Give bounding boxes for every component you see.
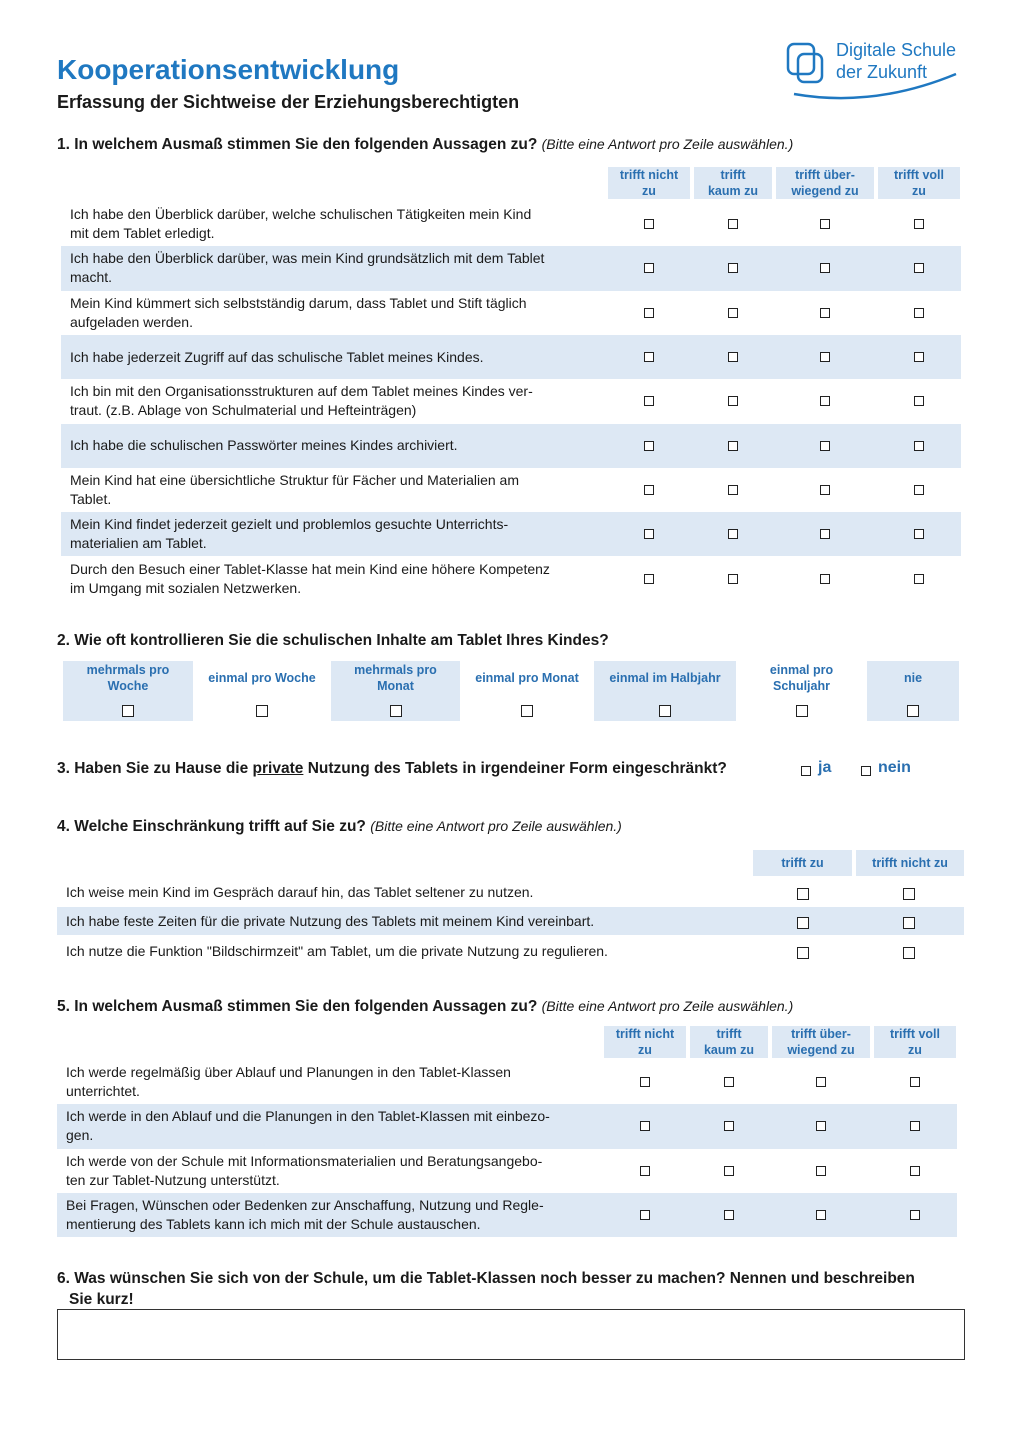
column-header xyxy=(694,167,772,199)
frequency-option-label xyxy=(331,661,460,695)
option-label-line1: mehrmals pro xyxy=(86,663,170,677)
option-label-line2: Monat xyxy=(377,679,414,693)
column-header-line1: trifft voll xyxy=(890,1027,940,1041)
answer-checkbox[interactable] xyxy=(914,263,924,273)
column-header xyxy=(608,167,690,199)
frequency-checkbox[interactable] xyxy=(659,705,671,717)
statement-text xyxy=(70,436,458,455)
statement-line2: gen. xyxy=(66,1127,94,1144)
column-header xyxy=(604,1026,686,1058)
question-1-text: 1. In welchem Ausmaß stimmen Sie den folgenden Aussagen zu? xyxy=(57,136,538,153)
answer-checkbox[interactable] xyxy=(640,1210,650,1220)
answer-checkbox[interactable] xyxy=(820,396,830,406)
statement-text xyxy=(66,1152,542,1190)
column-header-line2: zu xyxy=(908,1043,922,1057)
column-header-line1: trifft nicht xyxy=(615,1027,675,1041)
column-header-line2: wiegend zu xyxy=(787,1043,855,1057)
question-4-text: 4. Welche Einschränkung trifft auf Sie zu? xyxy=(57,818,366,835)
answer-checkbox[interactable] xyxy=(728,529,738,539)
answer-checkbox[interactable] xyxy=(644,396,654,406)
statement-text xyxy=(66,1196,544,1234)
column-header-line2: zu xyxy=(638,1043,652,1057)
statement-line2: mit dem Tablet erledigt. xyxy=(70,225,215,242)
statement-row xyxy=(70,246,600,290)
statement-line2: aufgeladen werden. xyxy=(70,313,193,330)
answer-checkbox[interactable] xyxy=(816,1077,826,1087)
checkbox-trifft-nicht-zu[interactable] xyxy=(903,947,915,959)
column-header-line1: trifft über- xyxy=(791,1027,851,1041)
statement-line2: Tablet. xyxy=(70,490,112,507)
statement-line2: ten zur Tablet-Nutzung unterstützt. xyxy=(66,1171,280,1188)
column-header-line1: trifft nicht xyxy=(619,168,679,182)
frequency-option-label xyxy=(464,661,590,695)
statement-line1: Ich habe die schulischen Passwörter meines Kindes archiviert. xyxy=(70,437,458,454)
column-header-line2: kaum zu xyxy=(703,1043,754,1057)
question-4 xyxy=(57,818,622,836)
column-header-trifft-nicht-zu: trifft nicht zu xyxy=(856,850,964,876)
answer-checkbox[interactable] xyxy=(644,219,654,229)
answer-checkbox[interactable] xyxy=(914,574,924,584)
option-ja-label: ja xyxy=(818,759,832,776)
column-header xyxy=(690,1026,768,1058)
statement-row xyxy=(66,1104,596,1148)
column-header-line1: trifft über- xyxy=(795,168,855,182)
answer-checkbox[interactable] xyxy=(644,485,654,495)
statement-line1: Ich bin mit den Organisationsstrukturen auf dem Tablet meines Kindes ver- xyxy=(70,383,533,400)
answer-checkbox[interactable] xyxy=(820,352,830,362)
column-header xyxy=(776,167,874,199)
frequency-checkbox[interactable] xyxy=(521,705,533,717)
statement-row xyxy=(70,424,600,468)
answer-checkbox[interactable] xyxy=(914,485,924,495)
question-2: 2. Wie oft kontrollieren Sie die schulischen Inhalte am Tablet Ihres Kindes? xyxy=(57,632,609,649)
restriction-statement: Ich habe feste Zeiten für die private Nutzung des Tablets mit meinem Kind vereinbart. xyxy=(66,912,595,929)
column-header-line1: trifft xyxy=(716,1027,742,1041)
answer-checkbox[interactable] xyxy=(724,1166,734,1176)
statement-text xyxy=(70,560,550,598)
answer-checkbox[interactable] xyxy=(820,574,830,584)
statement-text xyxy=(66,1107,550,1145)
checkbox-trifft-nicht-zu[interactable] xyxy=(903,917,915,929)
frequency-option-label xyxy=(197,661,327,695)
answer-textbox[interactable] xyxy=(57,1309,965,1360)
question-5-text: 5. In welchem Ausmaß stimmen Sie den folgenden Aussagen zu? xyxy=(57,998,538,1015)
statement-text xyxy=(70,294,527,332)
answer-checkbox[interactable] xyxy=(644,529,654,539)
answer-checkbox[interactable] xyxy=(914,352,924,362)
answer-checkbox[interactable] xyxy=(644,574,654,584)
statement-text xyxy=(70,205,531,243)
page-title: Kooperationsentwicklung xyxy=(57,54,400,85)
frequency-checkbox[interactable] xyxy=(256,705,268,717)
answer-checkbox[interactable] xyxy=(728,308,738,318)
checkbox-trifft-zu[interactable] xyxy=(797,917,809,929)
frequency-checkbox[interactable] xyxy=(907,705,919,717)
answer-checkbox[interactable] xyxy=(820,219,830,229)
statement-line1: Ich habe den Überblick darüber, was mein Kind grundsätzlich mit dem Tablet xyxy=(70,250,545,267)
statement-line1: Durch den Besuch einer Tablet-Klasse hat mein Kind eine höhere Kompetenz xyxy=(70,560,550,577)
frequency-option-label xyxy=(740,661,863,695)
frequency-option-label xyxy=(63,661,193,695)
checkbox-ja[interactable] xyxy=(801,766,811,776)
frequency-checkbox[interactable] xyxy=(122,705,134,717)
answer-checkbox[interactable] xyxy=(728,574,738,584)
answer-checkbox[interactable] xyxy=(820,441,830,451)
answer-checkbox[interactable] xyxy=(914,219,924,229)
answer-checkbox[interactable] xyxy=(816,1210,826,1220)
statement-row xyxy=(70,291,600,335)
school-logo xyxy=(784,38,964,106)
statement-text xyxy=(70,382,533,420)
frequency-option-label xyxy=(594,661,736,695)
answer-checkbox[interactable] xyxy=(910,1166,920,1176)
frequency-option-label xyxy=(867,661,959,695)
statement-row xyxy=(70,512,600,556)
question-6-line1: 6. Was wünschen Sie sich von der Schule, um die Tablet-Klassen noch besser zu machen? Nennen und beschreiben xyxy=(57,1270,915,1287)
question-4-hint: (Bitte eine Antwort pro Zeile auswählen.) xyxy=(370,818,622,834)
page-subtitle: Erfassung der Sichtweise der Erziehungsberechtigten xyxy=(57,92,520,112)
statement-text xyxy=(70,249,544,287)
statement-text xyxy=(66,1063,511,1101)
answer-checkbox[interactable] xyxy=(728,263,738,273)
answer-checkbox[interactable] xyxy=(644,441,654,451)
frequency-checkbox[interactable] xyxy=(390,705,402,717)
option-label-line1: einmal im Halbjahr xyxy=(609,671,721,685)
answer-checkbox[interactable] xyxy=(820,263,830,273)
checkbox-trifft-nicht-zu[interactable] xyxy=(903,888,915,900)
statement-row xyxy=(70,335,600,379)
statement-line2: mentierung des Tablets kann ich mich mit der Schule austauschen. xyxy=(66,1216,481,1233)
statement-line1: Ich habe den Überblick darüber, welche schulischen Tätigkeiten mein Kind xyxy=(70,206,532,223)
question-6-line2: Sie kurz! xyxy=(69,1291,134,1308)
statement-line2: traut. (z.B. Ablage von Schulmaterial und Hefteinträgen) xyxy=(70,402,417,419)
question-5-hint: (Bitte eine Antwort pro Zeile auswählen.) xyxy=(541,998,794,1014)
column-header-line2: zu xyxy=(912,184,926,198)
column-header xyxy=(878,167,960,199)
answer-checkbox[interactable] xyxy=(728,485,738,495)
checkbox-trifft-zu[interactable] xyxy=(797,947,809,959)
option-label-line2: Schuljahr xyxy=(773,679,830,693)
statement-line1: Ich werde in den Ablauf und die Planungen in den Tablet-Klassen mit einbezo- xyxy=(66,1108,550,1125)
answer-checkbox[interactable] xyxy=(644,352,654,362)
column-header xyxy=(772,1026,870,1058)
column-header-line2: wiegend zu xyxy=(791,184,859,198)
question-5 xyxy=(57,998,793,1016)
statement-row xyxy=(70,556,600,600)
answer-checkbox[interactable] xyxy=(910,1210,920,1220)
answer-checkbox[interactable] xyxy=(728,396,738,406)
statement-line2: macht. xyxy=(70,269,113,286)
answer-checkbox[interactable] xyxy=(728,441,738,451)
column-header-line2: kaum zu xyxy=(707,184,758,198)
statement-line1: Mein Kind hat eine übersichtliche Struktur für Fächer und Materialien am xyxy=(70,471,519,488)
option-label-line1: einmal pro Woche xyxy=(208,671,316,685)
answer-checkbox[interactable] xyxy=(640,1077,650,1087)
answer-checkbox[interactable] xyxy=(816,1166,826,1176)
statement-text xyxy=(70,348,484,367)
logo-text-line1: Digitale Schule xyxy=(836,40,957,60)
statement-text xyxy=(70,471,519,509)
statement-line2: im Umgang mit sozialen Netzwerken. xyxy=(70,579,302,596)
column-header-trifft-zu: trifft zu xyxy=(753,850,852,876)
answer-checkbox[interactable] xyxy=(644,308,654,318)
frequency-checkbox[interactable] xyxy=(796,705,808,717)
column-header-line1: trifft xyxy=(720,168,746,182)
answer-checkbox[interactable] xyxy=(640,1166,650,1176)
answer-checkbox[interactable] xyxy=(914,396,924,406)
answer-checkbox[interactable] xyxy=(910,1077,920,1087)
answer-checkbox[interactable] xyxy=(816,1121,826,1131)
option-label-line1: einmal pro Monat xyxy=(475,671,579,685)
checkbox-nein[interactable] xyxy=(861,766,871,776)
statement-row xyxy=(70,202,600,246)
column-header-line1: trifft voll xyxy=(894,168,944,182)
option-label-line1: mehrmals pro xyxy=(354,663,437,677)
answer-checkbox[interactable] xyxy=(914,529,924,539)
question-1 xyxy=(57,136,793,154)
answer-checkbox[interactable] xyxy=(724,1210,734,1220)
statement-line2: unterrichtet. xyxy=(66,1083,140,1100)
statement-line1: Ich werde von der Schule mit Informationsmaterialien und Beratungsangebo- xyxy=(66,1152,543,1169)
statement-text xyxy=(70,515,508,553)
answer-checkbox[interactable] xyxy=(820,308,830,318)
statement-row xyxy=(66,1193,596,1237)
option-label-line1: einmal pro xyxy=(769,663,834,677)
answer-checkbox[interactable] xyxy=(640,1121,650,1131)
answer-checkbox[interactable] xyxy=(914,308,924,318)
statement-row xyxy=(70,379,600,423)
option-nein-label: nein xyxy=(878,759,911,776)
logo-text-line2: der Zukunft xyxy=(836,62,928,82)
column-header-line2: zu xyxy=(642,184,656,198)
statement-line1: Bei Fragen, Wünschen oder Bedenken zur Anschaffung, Nutzung und Regle- xyxy=(66,1197,544,1214)
question-3-underlined: private xyxy=(252,760,304,777)
question-1-hint: (Bitte eine Antwort pro Zeile auswählen.) xyxy=(541,136,794,152)
answer-checkbox[interactable] xyxy=(820,485,830,495)
answer-checkbox[interactable] xyxy=(644,263,654,273)
answer-checkbox[interactable] xyxy=(820,529,830,539)
answer-checkbox[interactable] xyxy=(914,441,924,451)
question-3 xyxy=(57,760,727,778)
checkbox-trifft-zu[interactable] xyxy=(797,888,809,900)
answer-checkbox[interactable] xyxy=(728,219,738,229)
statement-line1: Ich werde regelmäßig über Ablauf und Planungen in den Tablet-Klassen xyxy=(66,1064,511,1081)
answer-checkbox[interactable] xyxy=(724,1121,734,1131)
question-3-pre: 3. Haben Sie zu Hause die xyxy=(57,760,253,777)
column-header xyxy=(874,1026,956,1058)
answer-checkbox[interactable] xyxy=(724,1077,734,1087)
restriction-statement: Ich nutze die Funktion "Bildschirmzeit" am Tablet, um die private Nutzung zu regulieren. xyxy=(66,942,608,959)
statement-row xyxy=(66,1149,596,1193)
answer-checkbox[interactable] xyxy=(728,352,738,362)
statement-line1: Mein Kind findet jederzeit gezielt und problemlos gesuchte Unterrichts- xyxy=(70,516,509,533)
statement-line1: Ich habe jederzeit Zugriff auf das schulische Tablet meines Kindes. xyxy=(70,348,484,365)
question-3-post: Nutzung des Tablets in irgendeiner Form eingeschränkt? xyxy=(303,760,727,777)
answer-checkbox[interactable] xyxy=(910,1121,920,1131)
statement-row xyxy=(70,468,600,512)
restriction-statement: Ich weise mein Kind im Gespräch darauf hin, das Tablet seltener zu nutzen. xyxy=(66,883,534,900)
statement-line2: materialien am Tablet. xyxy=(70,535,207,552)
statement-line1: Mein Kind kümmert sich selbstständig darum, dass Tablet und Stift täglich xyxy=(70,294,527,311)
option-label-line2: Woche xyxy=(107,679,149,693)
statement-row xyxy=(66,1060,596,1104)
option-label-line1: nie xyxy=(903,671,923,685)
